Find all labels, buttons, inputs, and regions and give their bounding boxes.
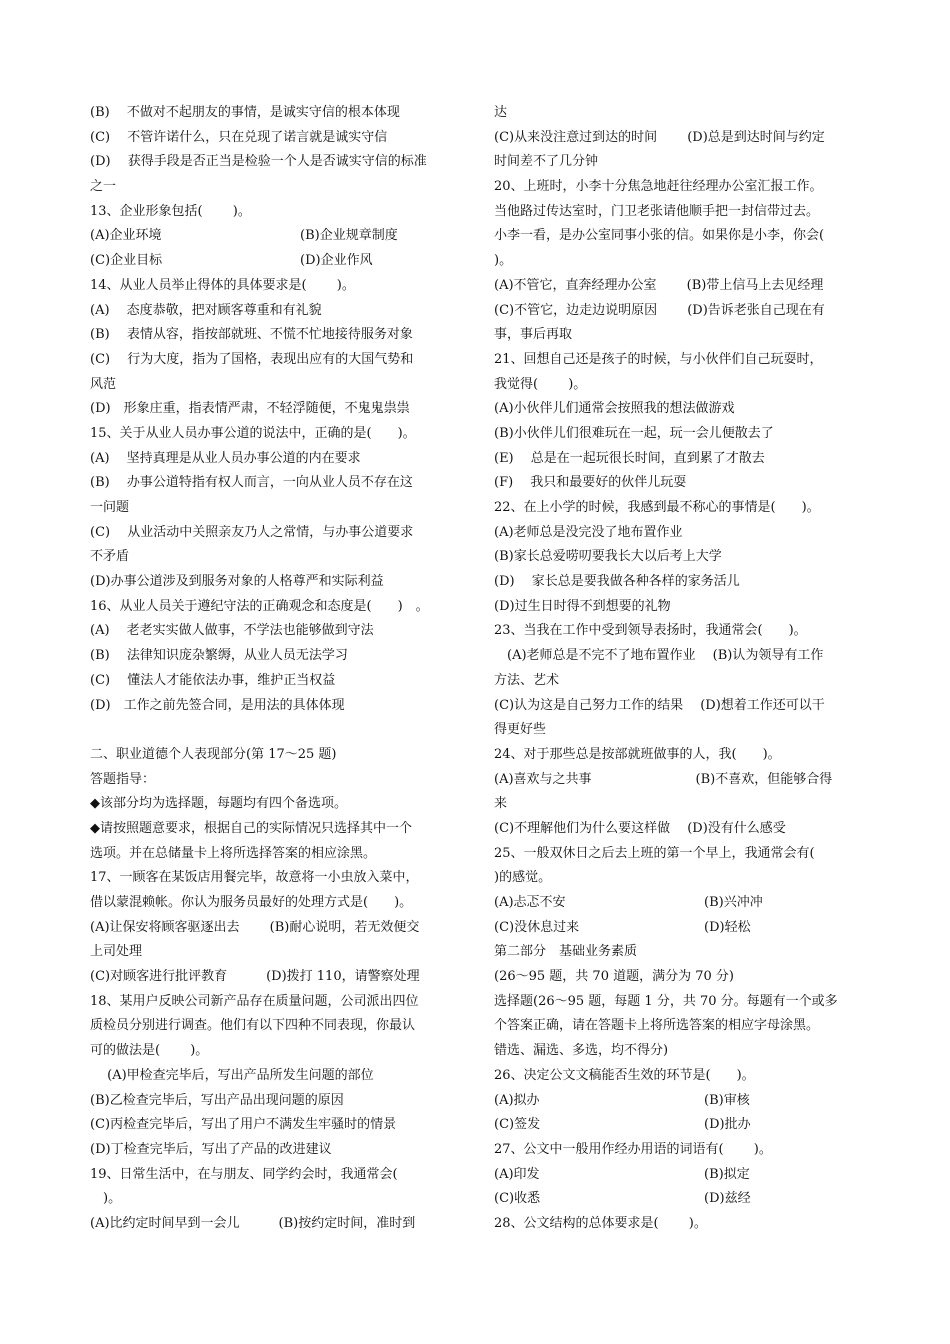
text-line: 16、从业人员关于遵纪守法的正确观念和态度是( ) 。 bbox=[90, 598, 429, 614]
text-line: 27、公文中一般用作经办用语的词语有( )。 bbox=[494, 1141, 772, 1157]
text-line: )。 bbox=[494, 253, 513, 269]
text-line: 方法、艺术 bbox=[494, 672, 560, 688]
text-line: (B)家长总爱唠叨要我长大以后考上大学 bbox=[494, 549, 722, 565]
text-line: 28、公文结构的总体要求是( )。 bbox=[494, 1215, 707, 1231]
option-text: (A)忐忑不安 bbox=[494, 895, 566, 910]
text-line: 得更好些 bbox=[494, 722, 547, 738]
text-line: (D) 获得手段是否正当是检验一个人是否诚实守信的标准 bbox=[90, 154, 427, 170]
option-row bbox=[90, 249, 462, 274]
text-line: (B) 法律知识庞杂繁缛，从业人员无法学习 bbox=[90, 648, 348, 664]
text-line: (C) 行为大度，指为了国格，表现出应有的大国气势和 bbox=[90, 351, 414, 367]
text-line: 借以蒙混赖帐。你认为服务员最好的处理方式是( )。 bbox=[90, 895, 413, 910]
text-line: (C) 不管许诺什么，只在兑现了诺言就是诚实守信 bbox=[90, 129, 388, 145]
option-row bbox=[494, 1163, 866, 1188]
text-line: (B) 不做对不起朋友的事情，是诚实守信的根本体现 bbox=[90, 105, 400, 120]
text-line: 一问题 bbox=[90, 500, 130, 515]
option-text: (D)企业作风 bbox=[300, 253, 373, 269]
text-line: (A) 坚持真理是从业人员办事公道的内在要求 bbox=[90, 450, 361, 466]
text-line: 不矛盾 bbox=[90, 549, 130, 565]
text-line: 答题指导： bbox=[90, 771, 156, 787]
option-text: (D)批办 bbox=[704, 1117, 751, 1133]
text-line: 上司处理 bbox=[90, 944, 143, 960]
text-line: 我觉得( )。 bbox=[494, 376, 587, 392]
text-line: (D)丁检查完毕后，写出了产品的改进建议 bbox=[90, 1141, 332, 1157]
text-line: (F) 我只和最要好的伙伴儿玩耍 bbox=[494, 475, 687, 491]
text-line: 二、职业道德个人表现部分(第 17～25 题) bbox=[90, 746, 337, 762]
option-row bbox=[494, 916, 866, 941]
text-line: (E) 总是在一起玩很长时间，直到累了才散去 bbox=[494, 450, 765, 466]
text-line: 达 bbox=[494, 105, 508, 120]
option-text: (B)兴冲冲 bbox=[704, 895, 763, 910]
text-line: 来 bbox=[494, 796, 508, 812]
option-text: (A)印发 bbox=[494, 1166, 540, 1182]
text-line: 之一 bbox=[90, 179, 117, 195]
text-line: (C) 从业活动中关照亲友乃人之常情，与办事公道要求 bbox=[90, 524, 414, 540]
text-line: 当他路过传达室时，门卫老张请他顺手把一封信带过去。 bbox=[494, 203, 820, 219]
text-line: 选项。并在总储量卡上将所选择答案的相应涂黑。 bbox=[90, 845, 377, 861]
text-line: 20、上班时，小李十分焦急地赶往经理办公室汇报工作。 bbox=[494, 179, 823, 195]
text-line: (B)乙检查完毕后，写出产品出现问题的原因 bbox=[90, 1092, 344, 1108]
text-line: (A)喜欢与之共事 (B)不喜欢，但能够合得 bbox=[494, 771, 833, 787]
option-text: (B)审核 bbox=[704, 1092, 750, 1108]
option-row bbox=[494, 1089, 866, 1114]
text-line: 小李一看，是办公室同事小张的信。如果你是小李，你会( bbox=[494, 228, 825, 244]
text-line: 13、企业形象包括( )。 bbox=[90, 203, 251, 219]
text-line: 22、在上小学的时候，我感到最不称心的事情是( )。 bbox=[494, 500, 820, 515]
option-text: (A)拟办 bbox=[494, 1092, 540, 1108]
text-line: 24、对于那些总是按部就班做事的人，我( )。 bbox=[494, 746, 781, 762]
option-row bbox=[494, 891, 866, 916]
option-text: (B)拟定 bbox=[704, 1166, 750, 1182]
text-line: (A) 态度恭敬，把对顾客尊重和有礼貌 bbox=[90, 302, 322, 318]
option-text: (B)企业规章制度 bbox=[300, 228, 398, 244]
option-text: (C)企业目标 bbox=[90, 253, 163, 269]
text-line: 14、从业人员举止得体的具体要求是( )。 bbox=[90, 277, 355, 293]
text-line: )。 bbox=[90, 1191, 122, 1207]
option-row bbox=[90, 224, 462, 249]
text-line: )的感觉。 bbox=[494, 870, 552, 886]
option-text: (D)轻松 bbox=[704, 919, 751, 935]
text-line: (C)认为这是自己努力工作的结果 (D)想着工作还可以干 bbox=[494, 697, 825, 713]
text-line: (D) 家长总是要我做各种各样的家务活儿 bbox=[494, 574, 740, 590]
blank-line bbox=[90, 718, 462, 743]
option-text: (C)签发 bbox=[494, 1117, 541, 1133]
text-line: ◆请按照题意要求，根据自己的实际情况只选择其中一个 bbox=[90, 820, 412, 836]
text-line: 21、回想自己还是孩子的时候，与小伙伴们自己玩耍时， bbox=[494, 351, 823, 367]
text-line: 26、决定公文文稿能否生效的环节是( )。 bbox=[494, 1067, 755, 1083]
text-line: (D) 形象庄重，指表情严肃，不轻浮随便，不鬼鬼祟祟 bbox=[90, 401, 410, 417]
text-line: (A)让保安将顾客驱逐出去 (B)耐心说明，若无效便交 bbox=[90, 919, 420, 935]
text-line: (A) 老老实实做人做事，不学法也能够做到守法 bbox=[90, 623, 374, 639]
text-line: 17、一顾客在某饭店用餐完毕，故意将一小虫放入菜中， bbox=[90, 870, 419, 886]
text-line: (A)比约定时间早到一会儿 (B)按约定时间，准时到 bbox=[90, 1215, 416, 1231]
left-column bbox=[90, 101, 462, 1237]
text-line: (C)对顾客进行批评教育 (D)拨打 110，请警察处理 bbox=[90, 969, 420, 985]
option-text: (C)收悉 bbox=[494, 1191, 541, 1207]
text-line: (D)过生日时得不到想要的礼物 bbox=[494, 598, 671, 614]
text-line: (A)不管它，直奔经理办公室 (B)带上信马上去见经理 bbox=[494, 277, 824, 293]
text-line: ◆该部分均为选择题，每题均有四个备选项。 bbox=[90, 796, 347, 812]
text-line: 可的做法是( )。 bbox=[90, 1043, 209, 1059]
text-line: 第二部分 基础业务素质 bbox=[494, 944, 638, 960]
text-line: (26～95 题，共 70 道题，满分为 70 分) bbox=[494, 969, 734, 985]
text-line: (C) 懂法人才能依法办事，维护正当权益 bbox=[90, 672, 336, 688]
text-line: (A)小伙伴儿们通常会按照我的想法做游戏 bbox=[494, 401, 735, 417]
text-line: 时间差不了几分钟 bbox=[494, 154, 599, 170]
option-text: (C)没休息过来 bbox=[494, 919, 580, 935]
text-line: (A)老师总是没完没了地布置作业 bbox=[494, 524, 683, 540]
text-line: 15、关于从业人员办事公道的说法中，正确的是( )。 bbox=[90, 425, 416, 441]
option-row bbox=[494, 1113, 866, 1138]
text-line: 风范 bbox=[90, 376, 117, 392]
text-line: 19、日常生活中，在与朋友、同学约会时，我通常会( bbox=[90, 1166, 398, 1182]
text-line: 错选、漏选、多选，均不得分) bbox=[494, 1043, 669, 1059]
text-line: (C)不管它，边走边说明原因 (D)告诉老张自己现在有 bbox=[494, 302, 825, 318]
text-line: (C)丙检查完毕后，写出了用户不满发生牢骚时的情景 bbox=[90, 1117, 397, 1133]
option-text: (A)企业环境 bbox=[90, 228, 162, 244]
text-line: 个答案正确，请在答题卡上将所选答案的相应字母涂黑。 bbox=[494, 1018, 820, 1034]
text-line: (A)老师总是不完不了地布置作业 (B)认为领导有工作 bbox=[494, 648, 824, 664]
text-line: (C)不理解他们为什么要这样做 (D)没有什么感受 bbox=[494, 820, 786, 836]
text-line: 18、某用户反映公司新产品存在质量问题，公司派出四位 bbox=[90, 993, 419, 1009]
text-line: (B)小伙伴儿们很难玩在一起，玩一会儿便散去了 bbox=[494, 425, 774, 441]
right-column bbox=[494, 101, 866, 1237]
text-line: 25、一般双休日之后去上班的第一个早上，我通常会有( bbox=[494, 845, 815, 861]
option-row bbox=[494, 1187, 866, 1212]
text-line: (D)办事公道涉及到服务对象的人格尊严和实际利益 bbox=[90, 574, 384, 590]
text-line: 选择题(26～95 题，每题 1 分，共 70 分。每题有一个或多 bbox=[494, 993, 838, 1009]
text-line: (B) 办事公道特指有权人而言，一向从业人员不存在这 bbox=[90, 475, 413, 491]
text-line: 事，事后再取 bbox=[494, 327, 573, 343]
text-line: (C)从来没注意过到达的时间 (D)总是到达时间与约定 bbox=[494, 129, 825, 145]
text-line: 23、当我在工作中受到领导表扬时，我通常会( )。 bbox=[494, 623, 807, 639]
text-line: (D) 工作之前先签合同，是用法的具体体现 bbox=[90, 697, 345, 713]
text-line: (B) 表情从容，指按部就班、不慌不忙地接待服务对象 bbox=[90, 327, 413, 343]
option-text: (D)兹经 bbox=[704, 1191, 751, 1207]
text-line: (A)甲检查完毕后，写出产品所发生问题的部位 bbox=[90, 1067, 374, 1083]
text-line: 质检员分别进行调查。他们有以下四种不同表现，你最认 bbox=[90, 1018, 416, 1034]
